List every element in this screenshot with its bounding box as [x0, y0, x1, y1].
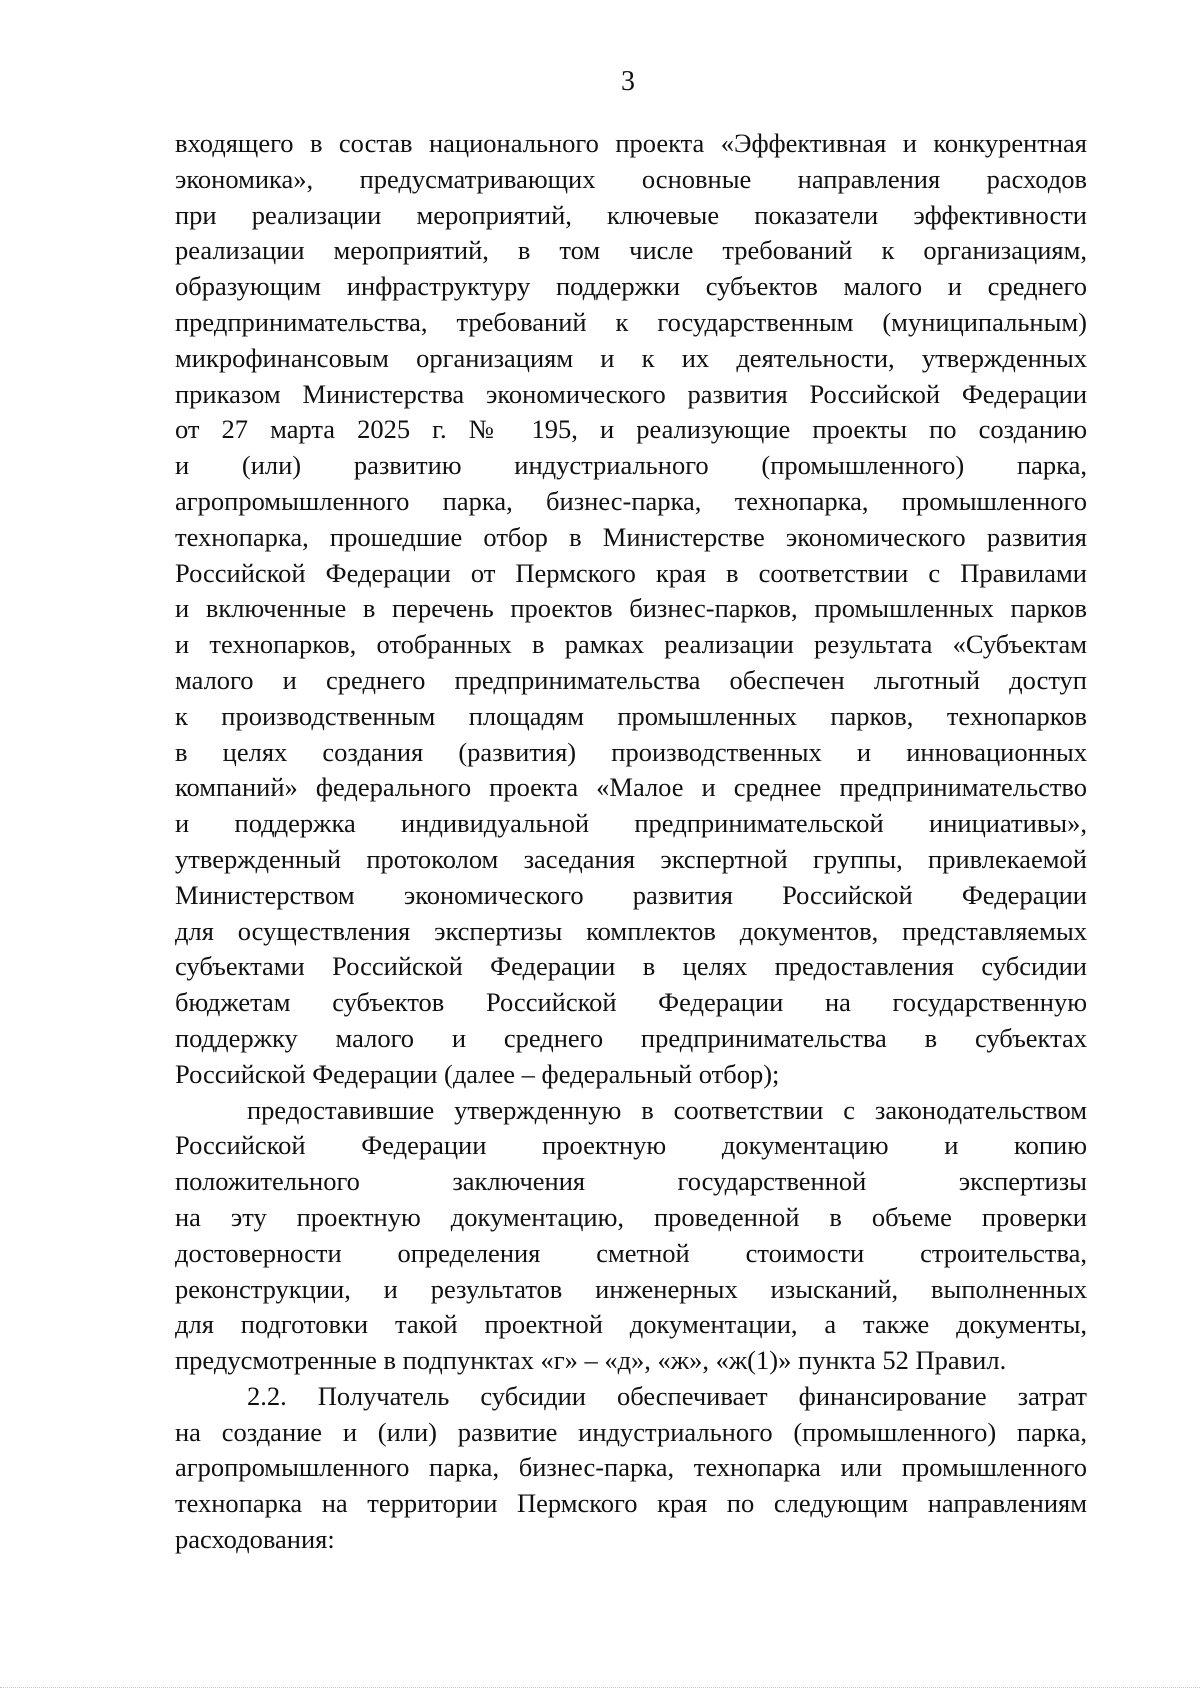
text-line: входящего в состав национального проекта «Эффективная и конкурентная	[175, 128, 1087, 158]
text-line: приказом Министерства экономического развития Российской Федерации	[175, 378, 1087, 409]
text-line: агропромышленного парка, бизнес-парка, технопарка, промышленного	[175, 485, 1087, 516]
text-line: на создание и (или) развитие индустриального (промышленного) парка,	[175, 1416, 1087, 1447]
paragraph	[175, 126, 1087, 1093]
page-number: 3	[621, 66, 635, 97]
text-line: Министерством экономического развития Российской Федерации	[175, 879, 1087, 910]
text-line: и включенные в перечень проектов бизнес-парков, промышленных парков	[175, 593, 1087, 624]
text-line: для подготовки такой проектной документации, а также документы,	[175, 1309, 1087, 1340]
text-line: 2.2. Получатель субсидии обеспечивает финансирование затрат	[247, 1380, 1087, 1411]
text-line: технопарка, прошедшие отбор в Министерстве экономического развития	[175, 521, 1087, 552]
text-line: поддержку малого и среднего предпринимательства в субъектах	[175, 1022, 1087, 1053]
text-line: расходования:	[175, 1524, 335, 1555]
text-line: микрофинансовым организациям и к их деятельности, утвержденных	[175, 342, 1087, 373]
text-line: при реализации мероприятий, ключевые показатели эффективности	[175, 199, 1087, 230]
text-line: и поддержка индивидуальной предпринимательской инициативы»,	[175, 808, 1087, 839]
text-line: на эту проектную документацию, проведенной в объеме проверки	[175, 1201, 1087, 1232]
text-line: реконструкции, и результатов инженерных изысканий, выполненных	[175, 1273, 1087, 1304]
text-line: реализации мероприятий, в том числе требований к организациям,	[175, 235, 1087, 266]
text-line: для осуществления экспертизы комплектов документов, представляемых	[175, 915, 1087, 946]
text-line: технопарка на территории Пермского края по следующим направлениям	[175, 1488, 1087, 1519]
text-line: и (или) развитию индустриального (промышленного) парка,	[175, 450, 1087, 481]
text-line: бюджетам субъектов Российской Федерации на государственную	[175, 987, 1087, 1018]
text-line: малого и среднего предпринимательства обеспечен льготный доступ	[175, 664, 1087, 695]
text-line: к производственным площадям промышленных парков, технопарков	[175, 700, 1087, 731]
paragraph	[175, 1093, 1087, 1379]
text-line: и технопарков, отобранных в рамках реализации результата «Субъектам	[175, 629, 1087, 660]
text-line: субъектами Российской Федерации в целях предоставления субсидии	[175, 951, 1087, 982]
text-line: образующим инфраструктуру поддержки субъектов малого и среднего	[175, 271, 1087, 302]
text-line: компаний» федерального проекта «Малое и среднее предпринимательство	[175, 772, 1087, 803]
text-line: утвержденный протоколом заседания экспертной группы, привлекаемой	[175, 843, 1087, 874]
text-line: предпринимательства, требований к государственным (муниципальным)	[175, 306, 1087, 337]
document-body	[175, 126, 1087, 1558]
text-line: предоставившие утвержденную в соответствии с законодательством	[247, 1094, 1087, 1125]
text-line: предусмотренные в подпунктах «г» – «д», «ж», «ж(1)» пункта 52 Правил.	[175, 1345, 1007, 1376]
text-line: Российской Федерации от Пермского края в соответствии с Правилами	[175, 557, 1087, 588]
text-line: достоверности определения сметной стоимости строительства,	[175, 1237, 1087, 1268]
text-line: от 27 марта 2025 г. № 195, и реализующие проекты по созданию	[175, 414, 1087, 445]
scan-edge-divider	[0, 1686, 1200, 1688]
text-line: Российской Федерации (далее – федеральный отбор);	[175, 1058, 780, 1089]
text-line: Российской Федерации проектную документацию и копию	[175, 1130, 1087, 1161]
text-line: в целях создания (развития) производственных и инновационных	[175, 736, 1087, 767]
text-line: агропромышленного парка, бизнес-парка, технопарка или промышленного	[175, 1452, 1087, 1483]
text-line: положительного заключения государственной экспертизы	[175, 1166, 1087, 1197]
paragraph	[175, 1379, 1087, 1558]
text-line: экономика», предусматривающих основные направления расходов	[175, 163, 1087, 194]
